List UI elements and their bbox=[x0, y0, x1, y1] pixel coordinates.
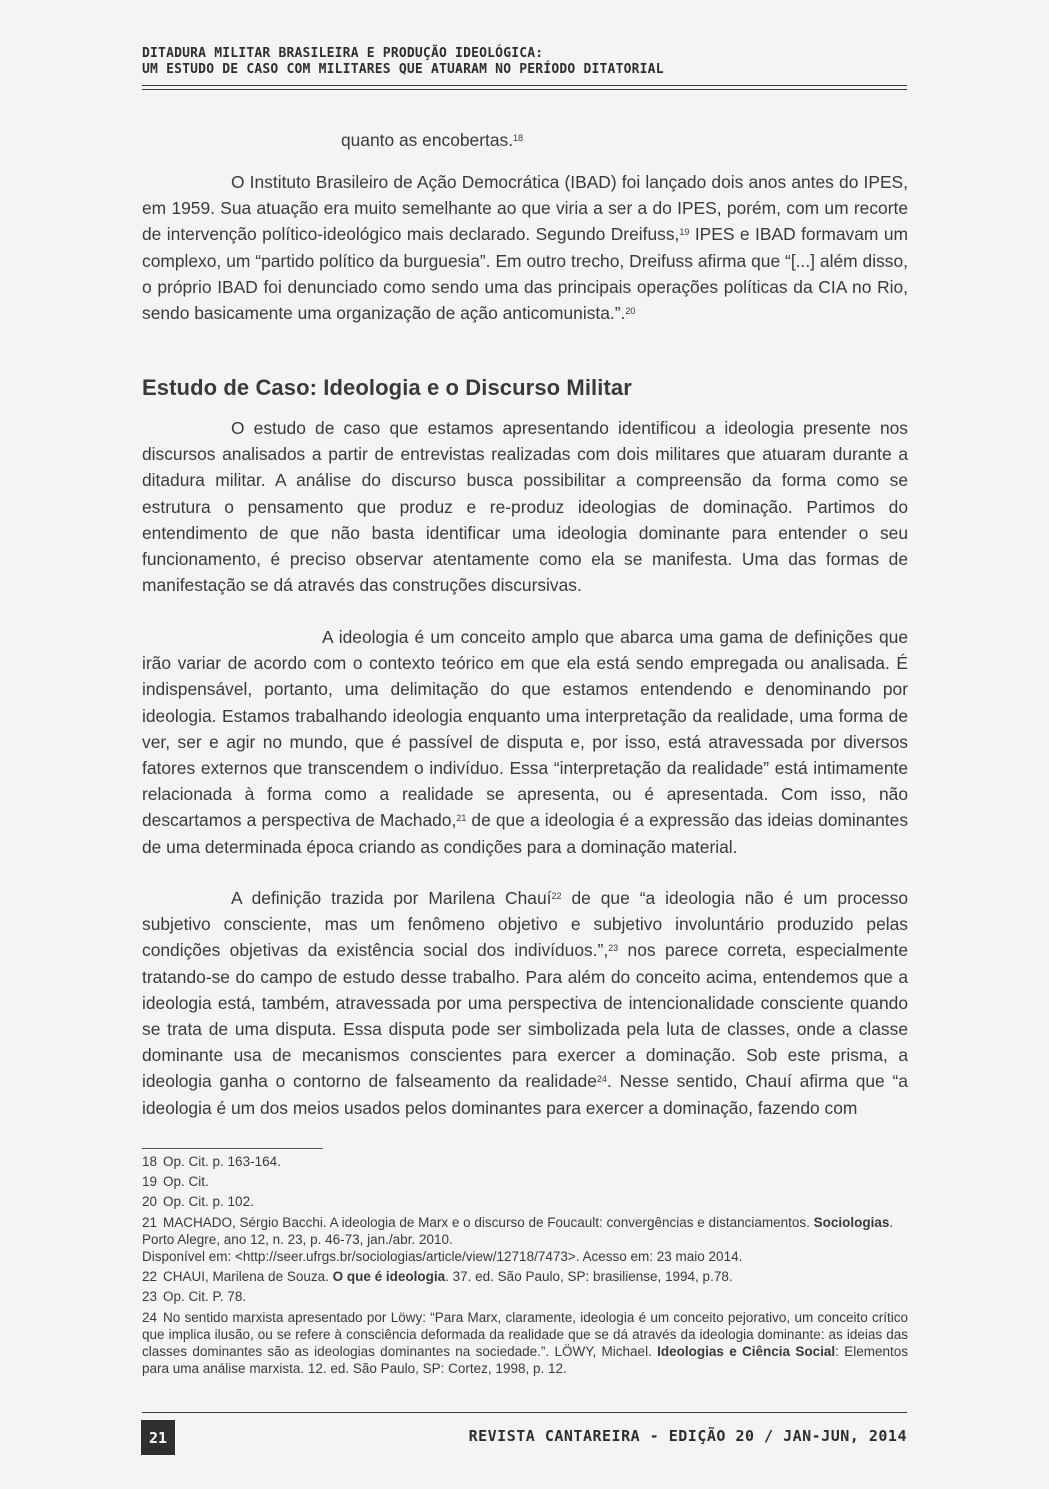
footer-rule bbox=[142, 1412, 907, 1413]
footnote-ref-22: 22 bbox=[551, 891, 562, 901]
header-rule-top bbox=[142, 85, 907, 86]
footnote-ref-18: 18 bbox=[513, 133, 524, 143]
continuation-line: quanto as encobertas.$^{18}$ bbox=[340, 130, 524, 150]
footnote-18: 18 Op. Cit. p. 163-164. bbox=[142, 1154, 281, 1169]
footnote-ref-21: 21 bbox=[456, 813, 467, 824]
running-header-line-2: UM ESTUDO DE CASO COM MILITARES QUE ATUARAM NO PERÍODO DITATORIAL bbox=[142, 62, 664, 77]
footnotes bbox=[142, 1153, 908, 1380]
footnote-ref-20: 20 bbox=[625, 306, 636, 317]
paragraph-1: O estudo de caso que estamos apresentando identificou a ideologia presente nos discursos analisados a partir de entrevistas realizadas com dois militares que atuaram durante a ditadura militar. A análise do discurso busca possibilitar a compreensão da forma como se estrutura o pensamento que produz e re-produz ideologias de dominação. Partimos do entendimento de que não basta identificar uma ideologia dominante para entender o seu funcionamento, é preciso observar atentamente como ela se manifesta. Uma das formas de manifestação se dá através das construções discursivas. bbox=[142, 418, 908, 596]
footnote-ref-19: 19 bbox=[679, 227, 690, 238]
footnote-23: 23 Op. Cit. P. 78. bbox=[142, 1289, 247, 1305]
footnote-19: 19 Op. Cit. bbox=[142, 1174, 209, 1190]
running-header-line-1: DITADURA MILITAR BRASILEIRA E PRODUÇÃO IDEOLÓGICA: bbox=[142, 46, 544, 61]
ibad-paragraph: O Instituto Brasileiro de Ação Democrática (IBAD) foi lançado dois anos antes do IPES, em 1959. Sua atuação era muito semelhante ao que viria a ser a do IPES, porém, com um recorte de intervenção político-ideológico mais declarado. Segundo Dreifuss,$^{19}$ IPES e IBAD formavam um complexo, um “partido político da burguesia”. Em outro trecho, Dreifuss afirma que “[...] além disso, o próprio IBAD foi denunciado como sendo uma das principais operações políticas da CIA no Rio, sendo basicamente uma organização de ação anticomunista.”.$^{20}$ bbox=[142, 172, 909, 324]
section-title: Estudo de Caso: Ideologia e o Discurso Militar bbox=[142, 375, 632, 400]
footnote-separator bbox=[142, 1148, 323, 1149]
paragraph-3: A definição trazida por Marilena Chauí$^{22}$ de que “a ideologia não é um processo subjetivo consciente, mas um fenômeno objetivo e subjetivo involuntário produzido pelas condições objetivas da existência social dos indivíduos.”,$^{23}$ nos parece correta, especialmente tratando-se do campo de estudo desse trabalho. Para além do conceito acima, entendemos que a ideologia está, também, atravessada por uma perspectiva de intencionalidade consciente quando se trata de uma disputa. Essa disputa pode ser simbolizada pela luta de classes, onde a classe dominante usa de mecanismos conscientes para exercer a dominação. Sob este prisma, a ideologia ganha o contorno de falseamento da realidade$^{24}$. Nesse sentido, Chauí afirma que “a ideologia é um dos meios usados pelos dominantes para exercer a dominação, fazendo com bbox=[142, 888, 908, 1118]
paragraph-2: A ideologia é um conceito amplo que abarca uma gama de definições que irão variar de acordo com o contexto teórico em que ela está sendo empregada ou analisada. É indispensável, portanto, uma delimitação do que estamos entendendo e denominando por ideologia. Estamos trabalhando ideologia enquanto uma interpretação da realidade, uma forma de ver, ser e agir no mundo, que é passível de disputa e, por isso, está atravessada por diversos fatores externos que transcendem o indivíduo. Essa “interpretação da realidade” está intimamente relacionada à forma como a realidade se apresenta, ou é apresentada. Com isso, não descartamos a perspectiva de Machado,$^{21}$ de que a ideologia é a expressão das ideias dominantes de uma determinada época criando as condições para a dominação material. bbox=[142, 627, 909, 857]
footnote-ref-23: 23 bbox=[608, 943, 619, 954]
running-header bbox=[142, 46, 907, 78]
footnote-ref-24: 24 bbox=[596, 1074, 607, 1085]
footnote-20: 20 Op. Cit. p. 102. bbox=[142, 1194, 254, 1210]
header-rule-bottom bbox=[142, 89, 907, 90]
page-number: 21 bbox=[141, 1420, 175, 1455]
footnote-21: 21 MACHADO, Sérgio Bacchi. A ideologia de Marx e o discurso de Foucault: convergências e distanciamentos. Sociologias. Porto Alegre, ano 12, n. 23, p. 46-73, jan./abr. 2010. Disponível em: <http://seer.ufrgs.br/sociologias/article/view/12718/7473>. Acesso em: 23 maio 2014. bbox=[142, 1214, 908, 1266]
footnote-21-availability: Disponível em: <http://seer.ufrgs.br/sociologias/article/view/12718/7473>. Acesso em: 23 maio 2014. bbox=[142, 1249, 743, 1265]
footnote-21-journal: Sociologias bbox=[813, 1214, 890, 1230]
footnote-24-title: Ideologias e Ciência Social bbox=[657, 1344, 836, 1360]
footnote-22-title: O que é ideologia bbox=[332, 1269, 446, 1285]
journal-name: REVISTA CANTAREIRA - EDIÇÃO 20 / JAN-JUN, 2014 bbox=[468, 1427, 907, 1445]
footnote-22: 22 CHAUI, Marilena de Souza. O que é ideologia. 37. ed. São Paulo, SP: brasiliense, 1994, p.78. bbox=[142, 1269, 733, 1285]
footnote-24: 24 No sentido marxista apresentado por Löwy: “Para Marx, claramente, ideologia é um conceito pejorativo, um conceito crítico que implica ilusão, ou se refere à consciência deformada da realidade que se dá através da ideologia dominante: as ideias das classes dominantes são as ideologias dominantes na sociedade.”. LÖWY, Michael. Ideologias e Ciência Social: Elementos para uma análise marxista. 12. ed. São Paulo, SP: Cortez, 1998, p. 12. bbox=[142, 1309, 908, 1377]
